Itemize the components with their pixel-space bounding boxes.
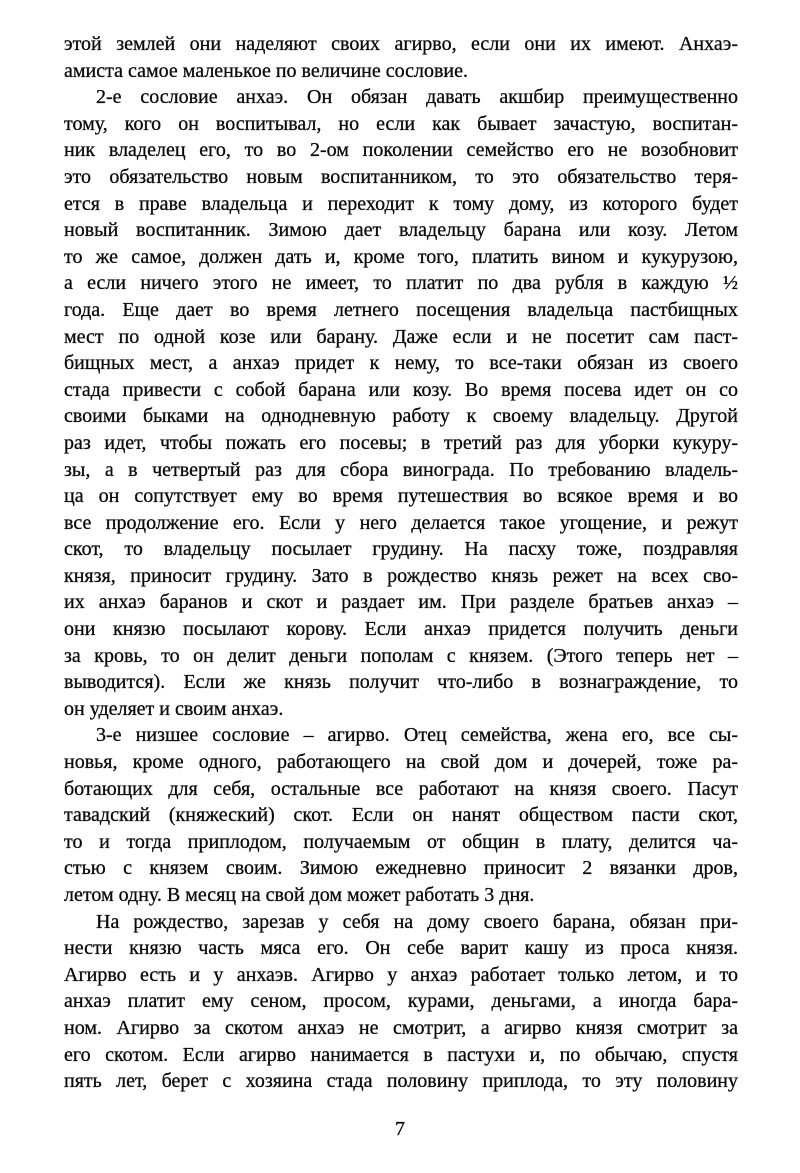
text-line: он уделяет и своим анхаэ. (64, 697, 284, 720)
text-line: нести князю часть мяса его. Он себе варит кашу из проса князя. (64, 937, 738, 960)
text-line: выводится). Если же князь получит что-либо в вознаграждение, то (64, 671, 738, 694)
text-line: мест по одной козе или барану. Даже если и не посетит сам паст- (64, 325, 738, 348)
text-line: новый воспитанник. Зимою дает владельцу барана или козу. Летом (64, 219, 738, 242)
text-line: стада привести с собой барана или козу. Во время посева идет он со (64, 378, 738, 401)
text-line: князя, приносит грудину. Зато в рождество князь режет на всех сво- (64, 564, 738, 587)
text-line: раз идет, чтобы пожать его посевы; в третий раз для уборки кукуру- (64, 431, 738, 454)
text-line: ботающих для себя, остальные все работают на князя своего. Пасут (64, 777, 738, 800)
text-line: все продолжение его. Если у него делается такое угощение, и режут (64, 511, 738, 534)
text-line: их анхаэ баранов и скот и раздает им. При разделе братьев анхаэ – (64, 591, 738, 614)
text-line: зы, а в четвертый раз для сбора винограда. По требованию владель- (64, 458, 738, 481)
text-line: 2-е сословие анхаэ. Он обязан давать акшбир преимущественно (96, 86, 738, 109)
text-line: то и тогда приплодом, получаемым от общин в плату, делится ча- (64, 830, 738, 853)
text-line: стью с князем своим. Зимою ежедневно приносит 2 вязанки дров, (64, 857, 738, 880)
text-line: а если ничего этого не имеет, то платит по два рубля в каждую ½ (64, 272, 738, 295)
text-line: На рождество, зарезав у себя на дому своего барана, обязан при- (96, 910, 738, 933)
page-text (64, 31, 738, 1095)
text-line: 3-е низшее сословие – агирво. Отец семейства, жена его, все сы- (96, 724, 738, 747)
text-line: ном. Агирво за скотом анхаэ не смотрит, а агирво князя смотрит за (64, 1016, 738, 1039)
paragraph (64, 909, 738, 1095)
text-line: ник владелец его, то во 2-ом поколении семейство его не возобновит (64, 139, 738, 162)
text-line: ца он сопутствует ему во время путешествия во всякое время и во (64, 485, 738, 508)
text-line: ется в праве владельца и переходит к тому дому, из которого будет (64, 192, 738, 215)
text-line: пять лет, берет с хозяина стада половину приплода, то эту половину (64, 1070, 738, 1093)
text-line: они князю посылают корову. Если анхаэ придется получить деньги (64, 618, 738, 641)
text-line: тому, кого он воспитывал, но если как бывает зачастую, воспитан- (64, 112, 738, 135)
paragraph (64, 31, 738, 84)
text-line: Агирво есть и у анхаэв. Агирво у анхаэ работает только летом, и то (64, 963, 738, 986)
text-line: амиста самое маленькое по величине сословие. (64, 59, 469, 82)
text-line: это обязательство новым воспитанником, то это обязательство теря- (64, 165, 738, 188)
text-line: новья, кроме одного, работающего на свой дом и дочерей, тоже ра- (64, 751, 738, 774)
paragraph (64, 84, 738, 722)
text-line: бищных мест, а анхаэ придет к нему, то все-таки обязан из своего (64, 352, 738, 375)
text-line: этой землей они наделяют своих агирво, если они их имеют. Анхаэ- (64, 33, 738, 55)
text-line: года. Еще дает во время летнего посещения владельца пастбищных (64, 298, 738, 321)
text-line: за кровь, то он делит деньги пополам с князем. (Этого теперь нет – (64, 644, 738, 667)
text-line: своими быками на однодневную работу к своему владельцу. Другой (64, 405, 738, 428)
text-line: тавадский (княжеский) скот. Если он нанят обществом пасти скот, (64, 804, 738, 827)
paragraph (64, 722, 738, 908)
text-line: то же самое, должен дать и, кроме того, платить вином и кукурузою, (64, 245, 738, 268)
text-line: летом одну. В месяц на свой дом может работать 3 дня. (64, 884, 535, 906)
text-line: скот, то владельцу посылает грудину. На пасху тоже, поздравляя (64, 538, 738, 561)
page-number: 7 (395, 1118, 405, 1140)
text-line: анхаэ платит ему сеном, просом, курами, деньгами, а иногда бара- (64, 990, 738, 1013)
text-line: его скотом. Если агирво нанимается в пастухи и, по обычаю, спустя (64, 1043, 738, 1066)
